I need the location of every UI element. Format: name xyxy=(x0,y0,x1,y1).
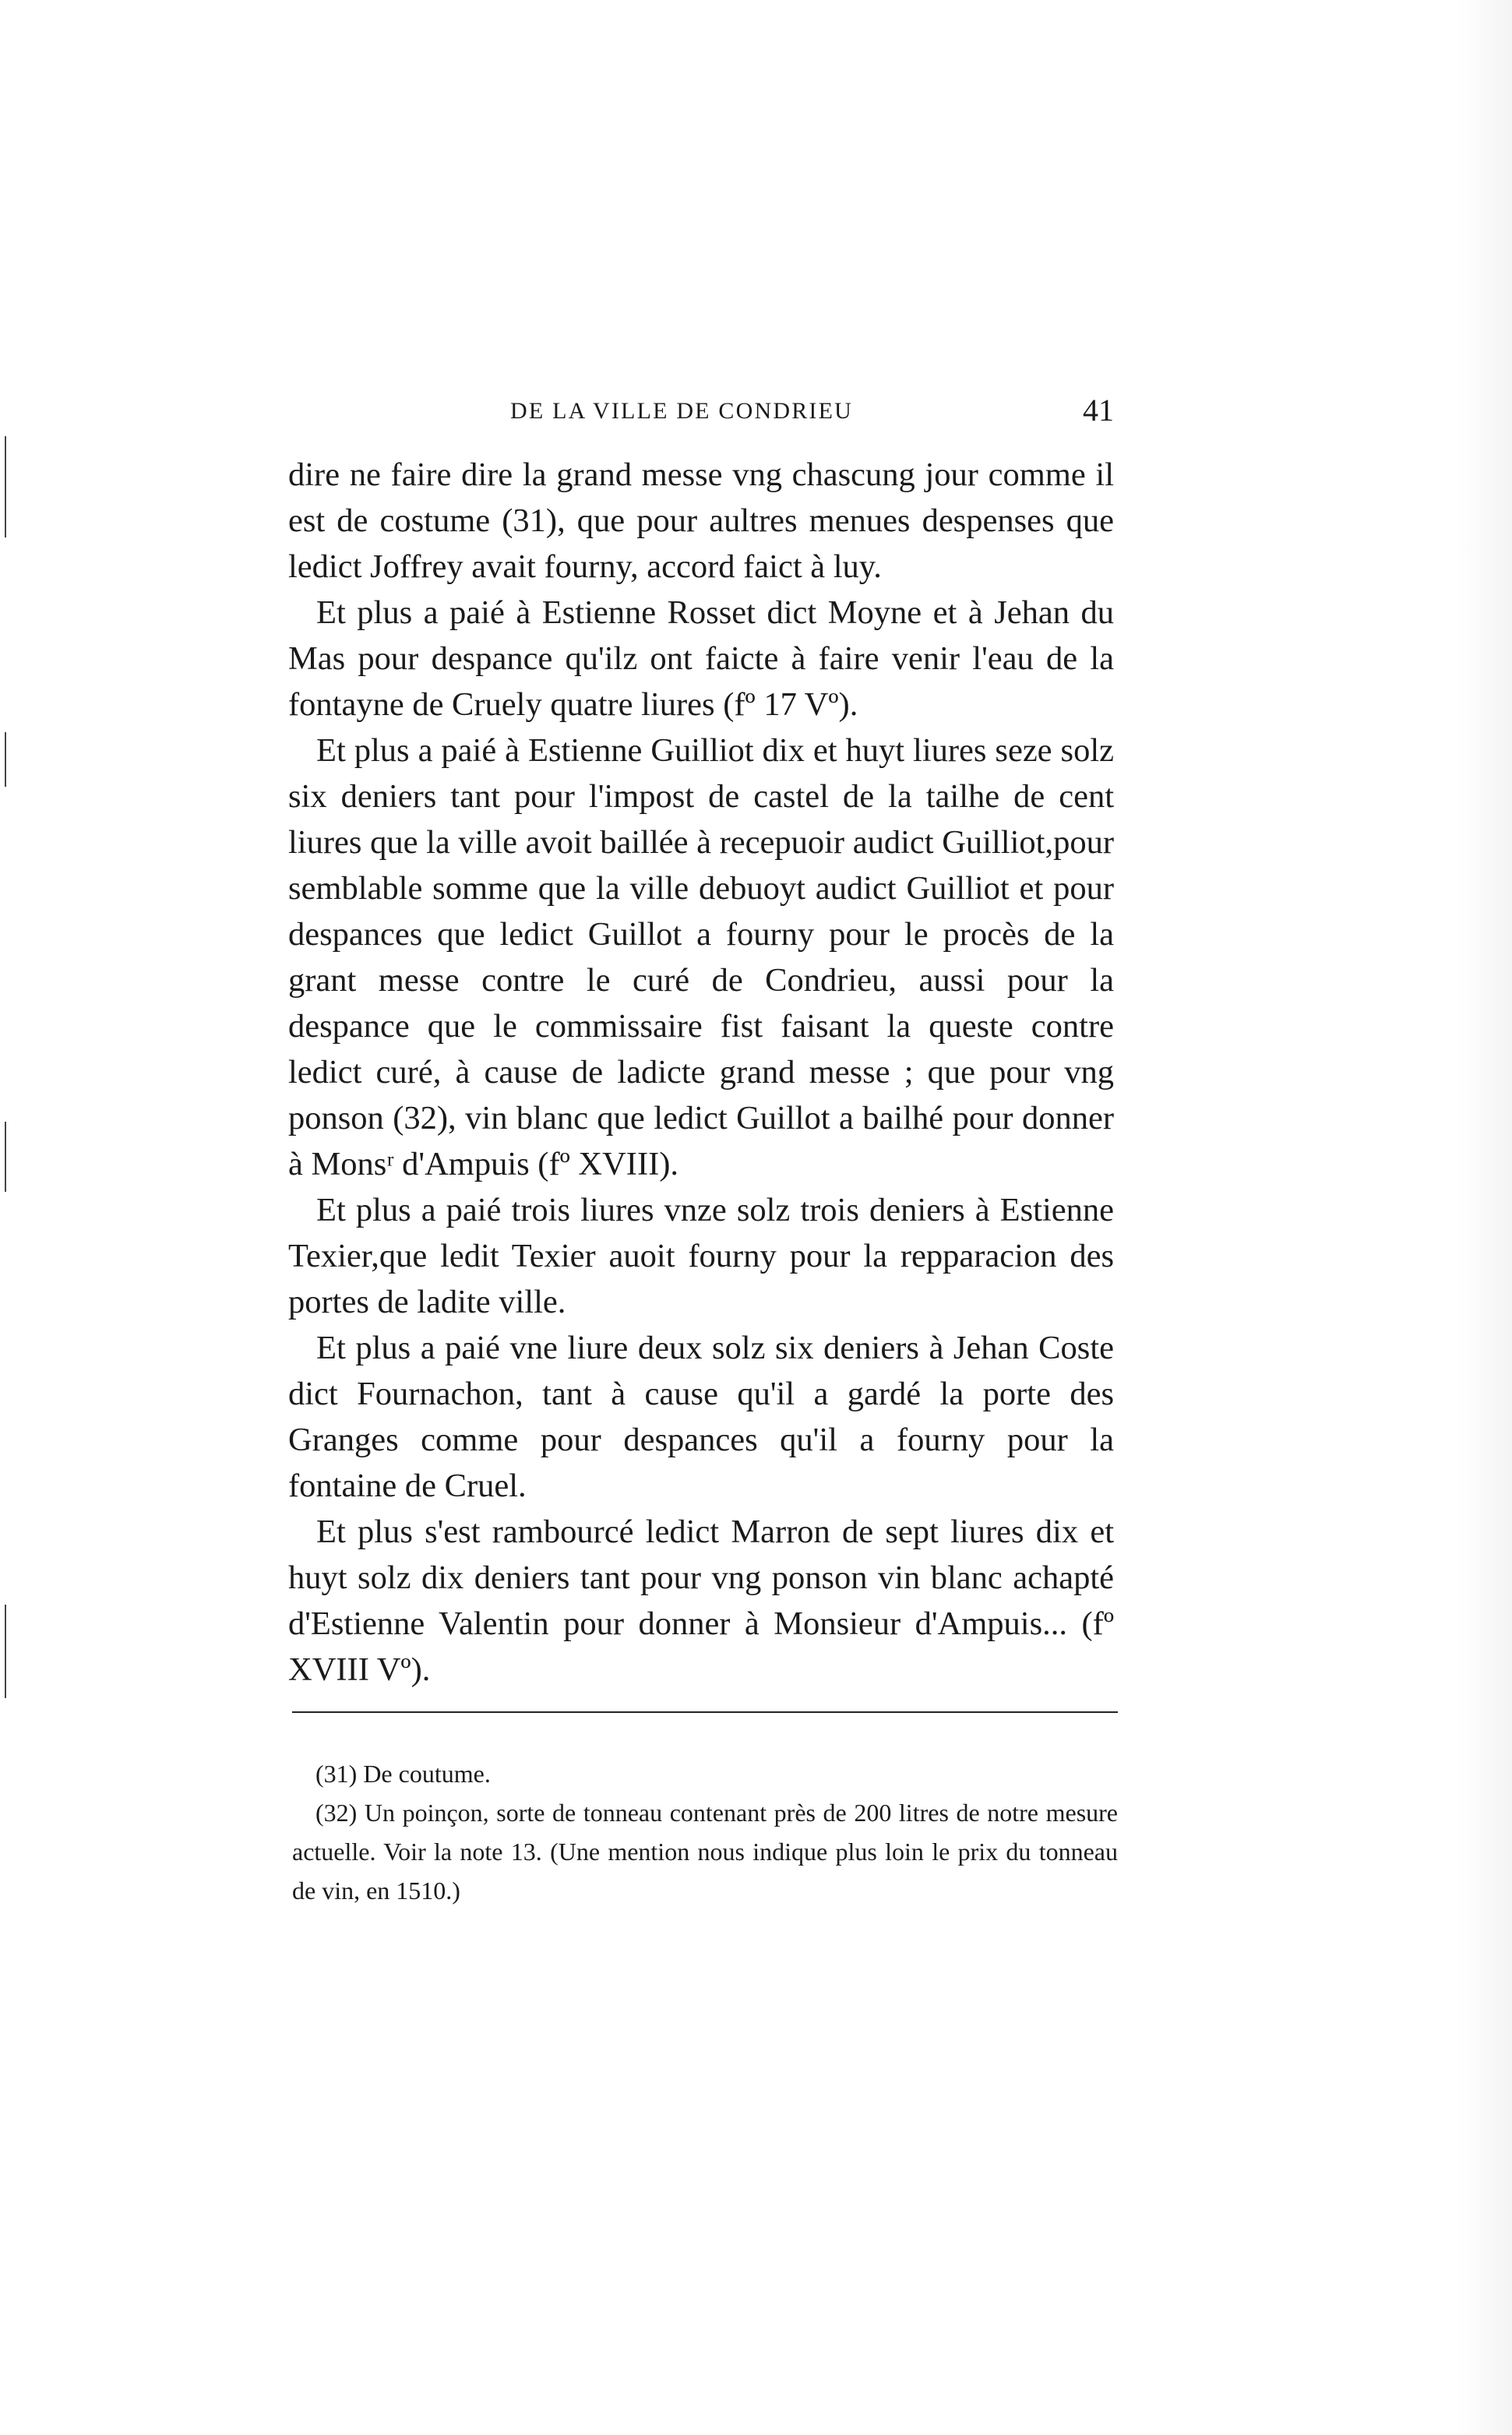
paragraph: Et plus a paié vne liure deux solz six deniers à Jehan Coste dict Fournachon, tant à cause qu'il a gardé la porte des Granges comme pour despances qu'il a fourny pour la fontaine de Cruel. xyxy=(288,1330,1114,1504)
footnotes xyxy=(292,1754,1118,1910)
page-number: 41 xyxy=(1083,393,1114,428)
scan-margin-mark xyxy=(5,1122,6,1192)
footnote: (32) Un poinçon, sorte de tonneau contenant près de 200 litres de notre mesure actuelle. Voir la note 13. (Une mention nous indique plus loin le prix du tonneau de vin, en 1510.) xyxy=(292,1799,1118,1905)
paragraph: Et plus a paié à Estienne Guilliot dix et huyt liures seze solz six deniers tant pour l'impost de castel de la tailhe de cent liures que la ville avoit baillée à recepuoir audict Guilliot,pour semblable somme que la ville debuoyt audict Guilliot et pour despances que ledict Guillot a fourny pour le procès de la grant messe contre le curé de Condrieu, aussi pour la despance que le commissaire fist faisant la queste contre ledict curé, à cause de ladicte grand messe ; que pour vng ponson (32), vin blanc que ledict Guillot a bailhé pour donner à Monsʳ d'Ampuis (fº XVIII). xyxy=(288,732,1114,1182)
body-text xyxy=(288,452,1114,1693)
scan-margin-mark xyxy=(5,1605,6,1698)
scan-margin-mark xyxy=(5,436,6,537)
page-edge-shadow xyxy=(1457,0,1512,2435)
paragraph: Et plus a paié à Estienne Rosset dict Moyne et à Jehan du Mas pour despance qu'ilz ont faicte à faire venir l'eau de la fontayne de Cruely quatre liures (fº 17 Vº). xyxy=(288,594,1114,723)
paragraph: dire ne faire dire la grand messe vng chascung jour comme il est de costume (31), que pour aultres menues despenses que ledict Joffrey avait fourny, accord faict à luy. xyxy=(288,456,1114,585)
running-title: DE LA VILLE DE CONDRIEU xyxy=(510,398,853,424)
paragraph: Et plus s'est rambourcé ledict Marron de sept liures dix et huyt solz dix deniers tant pour vng ponson vin blanc achapté d'Estienne Valentin pour donner à Monsieur d'Ampuis... (fº XVIII Vº). xyxy=(288,1514,1114,1688)
paragraph: Et plus a paié trois liures vnze solz trois deniers à Estienne Texier,que ledit Texier auoit fourny pour la repparacion des portes de ladite ville. xyxy=(288,1192,1114,1320)
scan-margin-mark xyxy=(5,732,6,787)
footnote: (31) De coutume. xyxy=(315,1760,491,1788)
footnote-rule xyxy=(292,1711,1118,1713)
running-head xyxy=(288,392,1114,439)
